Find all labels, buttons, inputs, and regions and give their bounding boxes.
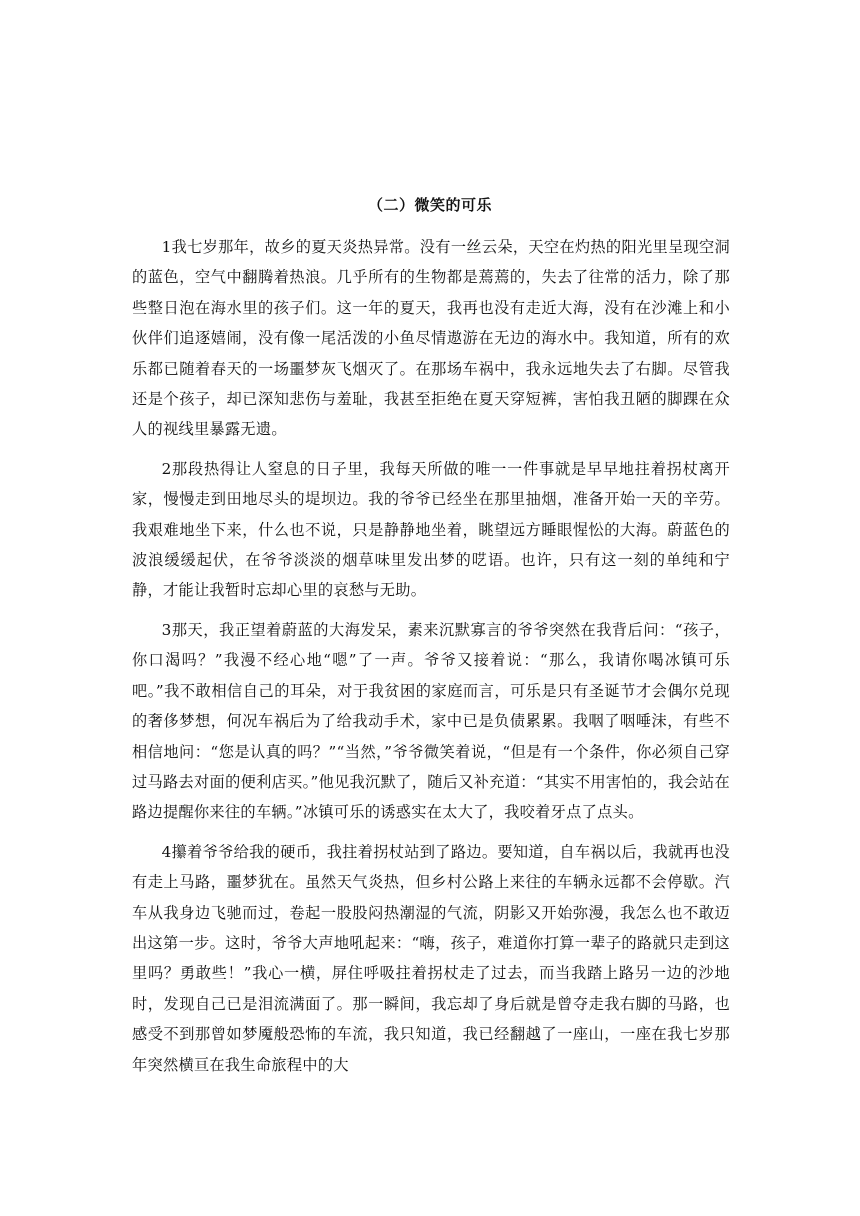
paragraph-3: 3那天，我正望着蔚蓝的大海发呆，素来沉默寡言的爷爷突然在我背后问：“孩子，你口渴吗？”我漫不经心地“嗯”了一声。爷爷又接着说：“那么，我请你喝冰镇可乐吧。”我不敢相信自己的耳朵，对于我贫困的家庭而言，可乐是只有圣诞节才会偶尔兑现的奢侈梦想，何况车祸后为了给我动手术，家中已是负债累累。我咽了咽唾沫，有些不相信地问：“您是认真的吗？”“当然，”爷爷微笑着说，“但是有一个条件，你必须自己穿过马路去对面的便利店买。”他见我沉默了，随后又补充道：“其实不用害怕的，我会站在路边提醒你来往的车辆。”冰镇可乐的诱惑实在太大了，我咬着牙点了点头。 (132, 620, 730, 822)
paragraph-4: 4攥着爷爷给我的硬币，我拄着拐杖站到了路边。要知道，自车祸以后，我就再也没有走上马路，噩梦犹在。虽然天气炎热，但乡村公路上来往的车辆永远都不会停歇。汽车从我身边飞驰而过，卷起一股股闷热潮湿的气流，阴影又开始弥漫，我怎么也不敢迈出这第一步。这时，爷爷大声地吼起来：“嗨，孩子，难道你打算一辈子的路就只走到这里吗？勇敢些！”我心一横，屏住呼吸拄着拐杖走了过去，而当我踏上路另一边的沙地时，发现自己已是泪流满面了。那一瞬间，我忘却了身后就是曾夺走我右脚的马路，也感受不到那曾如梦魇般恐怖的车流，我只知道，我已经翻越了一座山，一座在我七岁那年突然横亘在我生命旅程中的大 (132, 842, 730, 1074)
article-title: （二）微笑的可乐 (367, 196, 492, 214)
paragraph-1: 1我七岁那年，故乡的夏天炎热异常。没有一丝云朵，天空在灼热的阳光里呈现空洞的蓝色，空气中翻腾着热浪。几乎所有的生物都是蔫蔫的，失去了往常的活力，除了那些整日泡在海水里的孩子们。这一年的夏天，我再也没有走近大海，没有在沙滩上和小伙伴们追逐嬉闹，没有像一尾活泼的小鱼尽情遨游在无边的海水中。我知道，所有的欢乐都已随着春天的一场噩梦灰飞烟灭了。在那场车祸中，我永远地失去了右脚。尽管我还是个孩子，却已深知悲伤与羞耻，我甚至拒绝在夏天穿短裤，害怕我丑陋的脚踝在众人的视线里暴露无遗。 (132, 238, 730, 439)
paragraph-2: 2那段热得让人窒息的日子里，我每天所做的唯一一件事就是早早地拄着拐杖离开家，慢慢走到田地尽头的堤坝边。我的爷爷已经坐在那里抽烟，准备开始一天的辛劳。我艰难地坐下来，什么也不说，只是静静地坐着，眺望远方睡眼惺忪的大海。蔚蓝色的波浪缓缓起伏，在爷爷淡淡的烟草味里发出梦的呓语。也许，只有这一刻的单纯和宁静，才能让我暂时忘却心里的哀愁与无助。 (132, 459, 730, 600)
article-body (132, 232, 730, 1089)
